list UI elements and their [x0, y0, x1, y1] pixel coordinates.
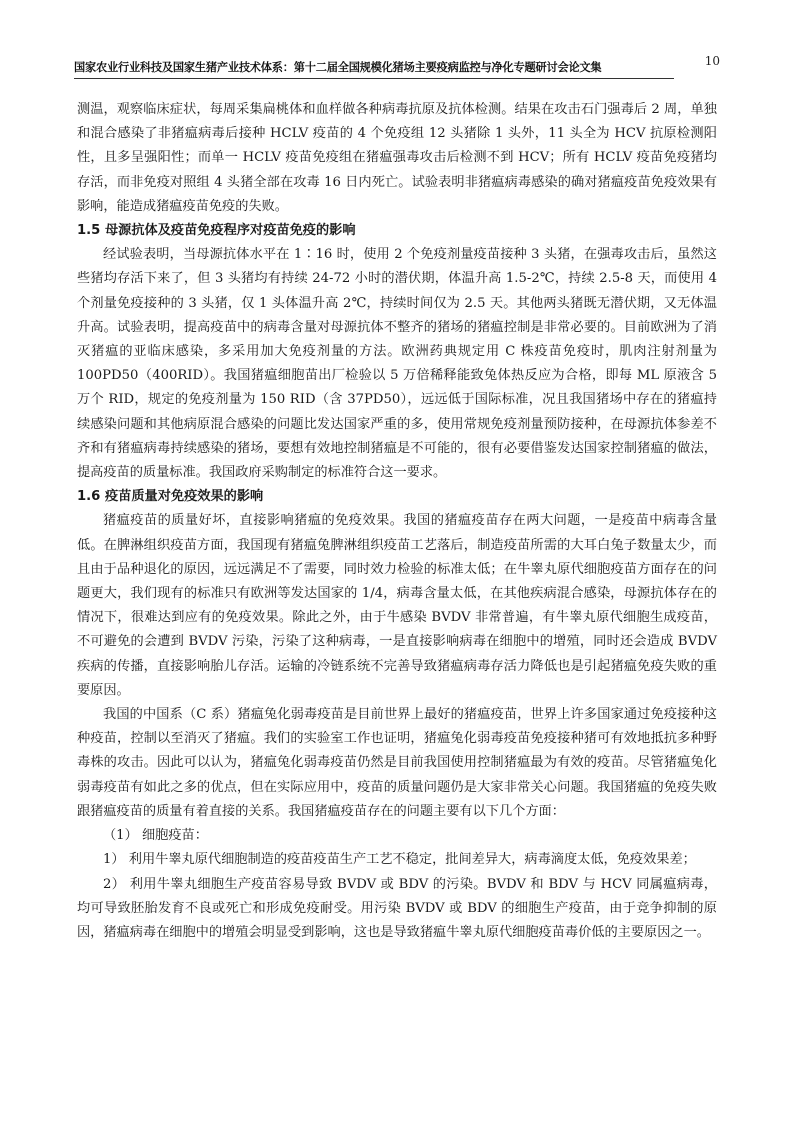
section-heading-1-6: 1.6 疫苗质量对免疫效果的影响	[77, 489, 264, 505]
list-heading-cell-vaccine: （1） 细胞疫苗：	[103, 828, 208, 844]
page-number: 10	[704, 54, 720, 68]
running-header	[74, 56, 720, 78]
article-body	[77, 98, 717, 945]
list-item-2: 2） 利用牛睾丸细胞生产疫苗容易导致 BVDV 或 BDV 的污染。BVDV 和 BDV 与 HCV 同属瘟病毒，均可导致胚胎发育不良或死亡和形成免疫耐受。用污染 BVDV 或 BDV 的细胞生产疫苗，由于竞争抑制的原因，猪瘟病毒在细胞中的增殖会明显受到影响，这也是导致猪瘟牛睾丸原代细胞疫苗毒价低的主要原因之一。	[77, 876, 717, 940]
paragraph-continued: 测温，观察临床症状，每周采集扁桃体和血样做各种病毒抗原及抗体检测。结果在攻击石门强毒后 2 周，单独和混合感染了非猪瘟病毒后接种 HCLV 疫苗的 4 个免疫组 12 头猪除 1 头外，11 头全为 HCV 抗原检测阳性，且多呈强阳性；而单一 HCLV 疫苗免疫组在猪瘟强毒攻击后检测不到 HCV；所有 HCLV 疫苗免疫猪均存活，而非免疫对照组 4 头猪全部在攻毒 16 日内死亡。试验表明非猪瘟病毒感染的确对猪瘟疫苗免疫效果有影响，能造成猪瘟疫苗免疫的失败。	[77, 102, 717, 214]
paragraph-vaccine-quality: 猪瘟疫苗的质量好坏，直接影响猪瘟的免疫效果。我国的猪瘟疫苗存在两大问题，一是疫苗中病毒含量低。在脾淋组织疫苗方面，我国现有猪瘟兔脾淋组织疫苗工艺落后，制造疫苗所需的大耳白兔子数量太少，而且由于品种退化的原因，远远满足不了需要，同时效力检验的标准太低；在牛睾丸原代细胞疫苗方面存在的问题更大，我们现有的标准只有欧洲等发达国家的 1/4，病毒含量太低，在其他疾病混合感染，母源抗体存在的情况下，很难达到应有的免疫效果。除此之外，由于牛感染 BVDV 非常普遍，有牛睾丸原代细胞生成疫苗，不可避免的会遭到 BVDV 污染，污染了这种病毒，一是直接影响病毒在细胞中的增殖，同时还会造成 BVDV 疾病的传播，直接影响胎儿存活。运输的冷链系统不完善导致猪瘟病毒存活力降低也是引起猪瘟免疫失败的重要原因。	[77, 513, 717, 698]
list-item-1: 1） 利用牛睾丸原代细胞制造的疫苗疫苗生产工艺不稳定，批间差异大，病毒滴度太低，免疫效果差；	[103, 852, 696, 868]
paragraph-maternal-antibody: 经试验表明，当母源抗体水平在 1∶16 时，使用 2 个免疫剂量疫苗接种 3 头猪，在强毒攻击后，虽然这些猪均存活下来了，但 3 头猪均有持续 24-72 小时的潜伏期，体温升高 1.5-2℃，持续 2.5-8 天，而使用 4 个剂量免疫接种的 3 头猪，仅 1 头体温升高 2℃，持续时间仅为 2.5 天。其他两头猪既无潜伏期，又无体温升高。试验表明，提高疫苗中的病毒含量对母源抗体不整齐的猪场的猪瘟控制是非常必要的。目前欧洲为了消灭猪瘟的亚临床感染，多采用加大免疫剂量的方法。欧洲药典规定用 C 株疫苗免疫时，肌肉注射剂量为 100PD50（400RID）。我国猪瘟细胞苗出厂检验以 5 万倍稀释能致兔体热反应为合格，即每 ML 原液含 5 万个 RID，规定的免疫剂量为 150 RID（含 37PD50），远远低于国际标准，况且我国猪场中存在的猪瘟持续感染问题和其他病原混合感染的问题比发达国家严重的多，使用常规免疫剂量预防接种，在母源抗体参差不齐和有猪瘟病毒持续感染的猪场，要想有效地控制猪瘟是不可能的，很有必要借鉴发达国家控制猪瘟的做法，提高疫苗的质量标准。我国政府采购制定的标准符合这一要求。	[77, 247, 717, 481]
header-title: 国家农业行业科技及国家生猪产业技术体系：第十二届全国规模化猪场主要疫病监控与净化专题研讨会论文集	[74, 61, 602, 74]
header-rule	[74, 78, 674, 79]
section-heading-1-5: 1.5 母源抗体及疫苗免疫程序对疫苗免疫的影响	[77, 223, 356, 239]
paragraph-c-strain: 我国的中国系（C 系）猪瘟兔化弱毒疫苗是目前世界上最好的猪瘟疫苗，世界上许多国家通过免疫接种这种疫苗，控制以至消灭了猪瘟。我们的实验室工作也证明，猪瘟兔化弱毒疫苗免疫接种猪可有效地抵抗多种野毒株的攻击。因此可以认为，猪瘟兔化弱毒疫苗仍然是目前我国使用控制猪瘟最为有效的疫苗。尽管猪瘟兔化弱毒疫苗有如此之多的优点，但在实际应用中，疫苗的质量问题仍是大家非常关心问题。我国猪瘟的免疫失败跟猪瘟疫苗的质量有着直接的关系。我国猪瘟疫苗存在的问题主要有以下几个方面：	[77, 707, 717, 819]
